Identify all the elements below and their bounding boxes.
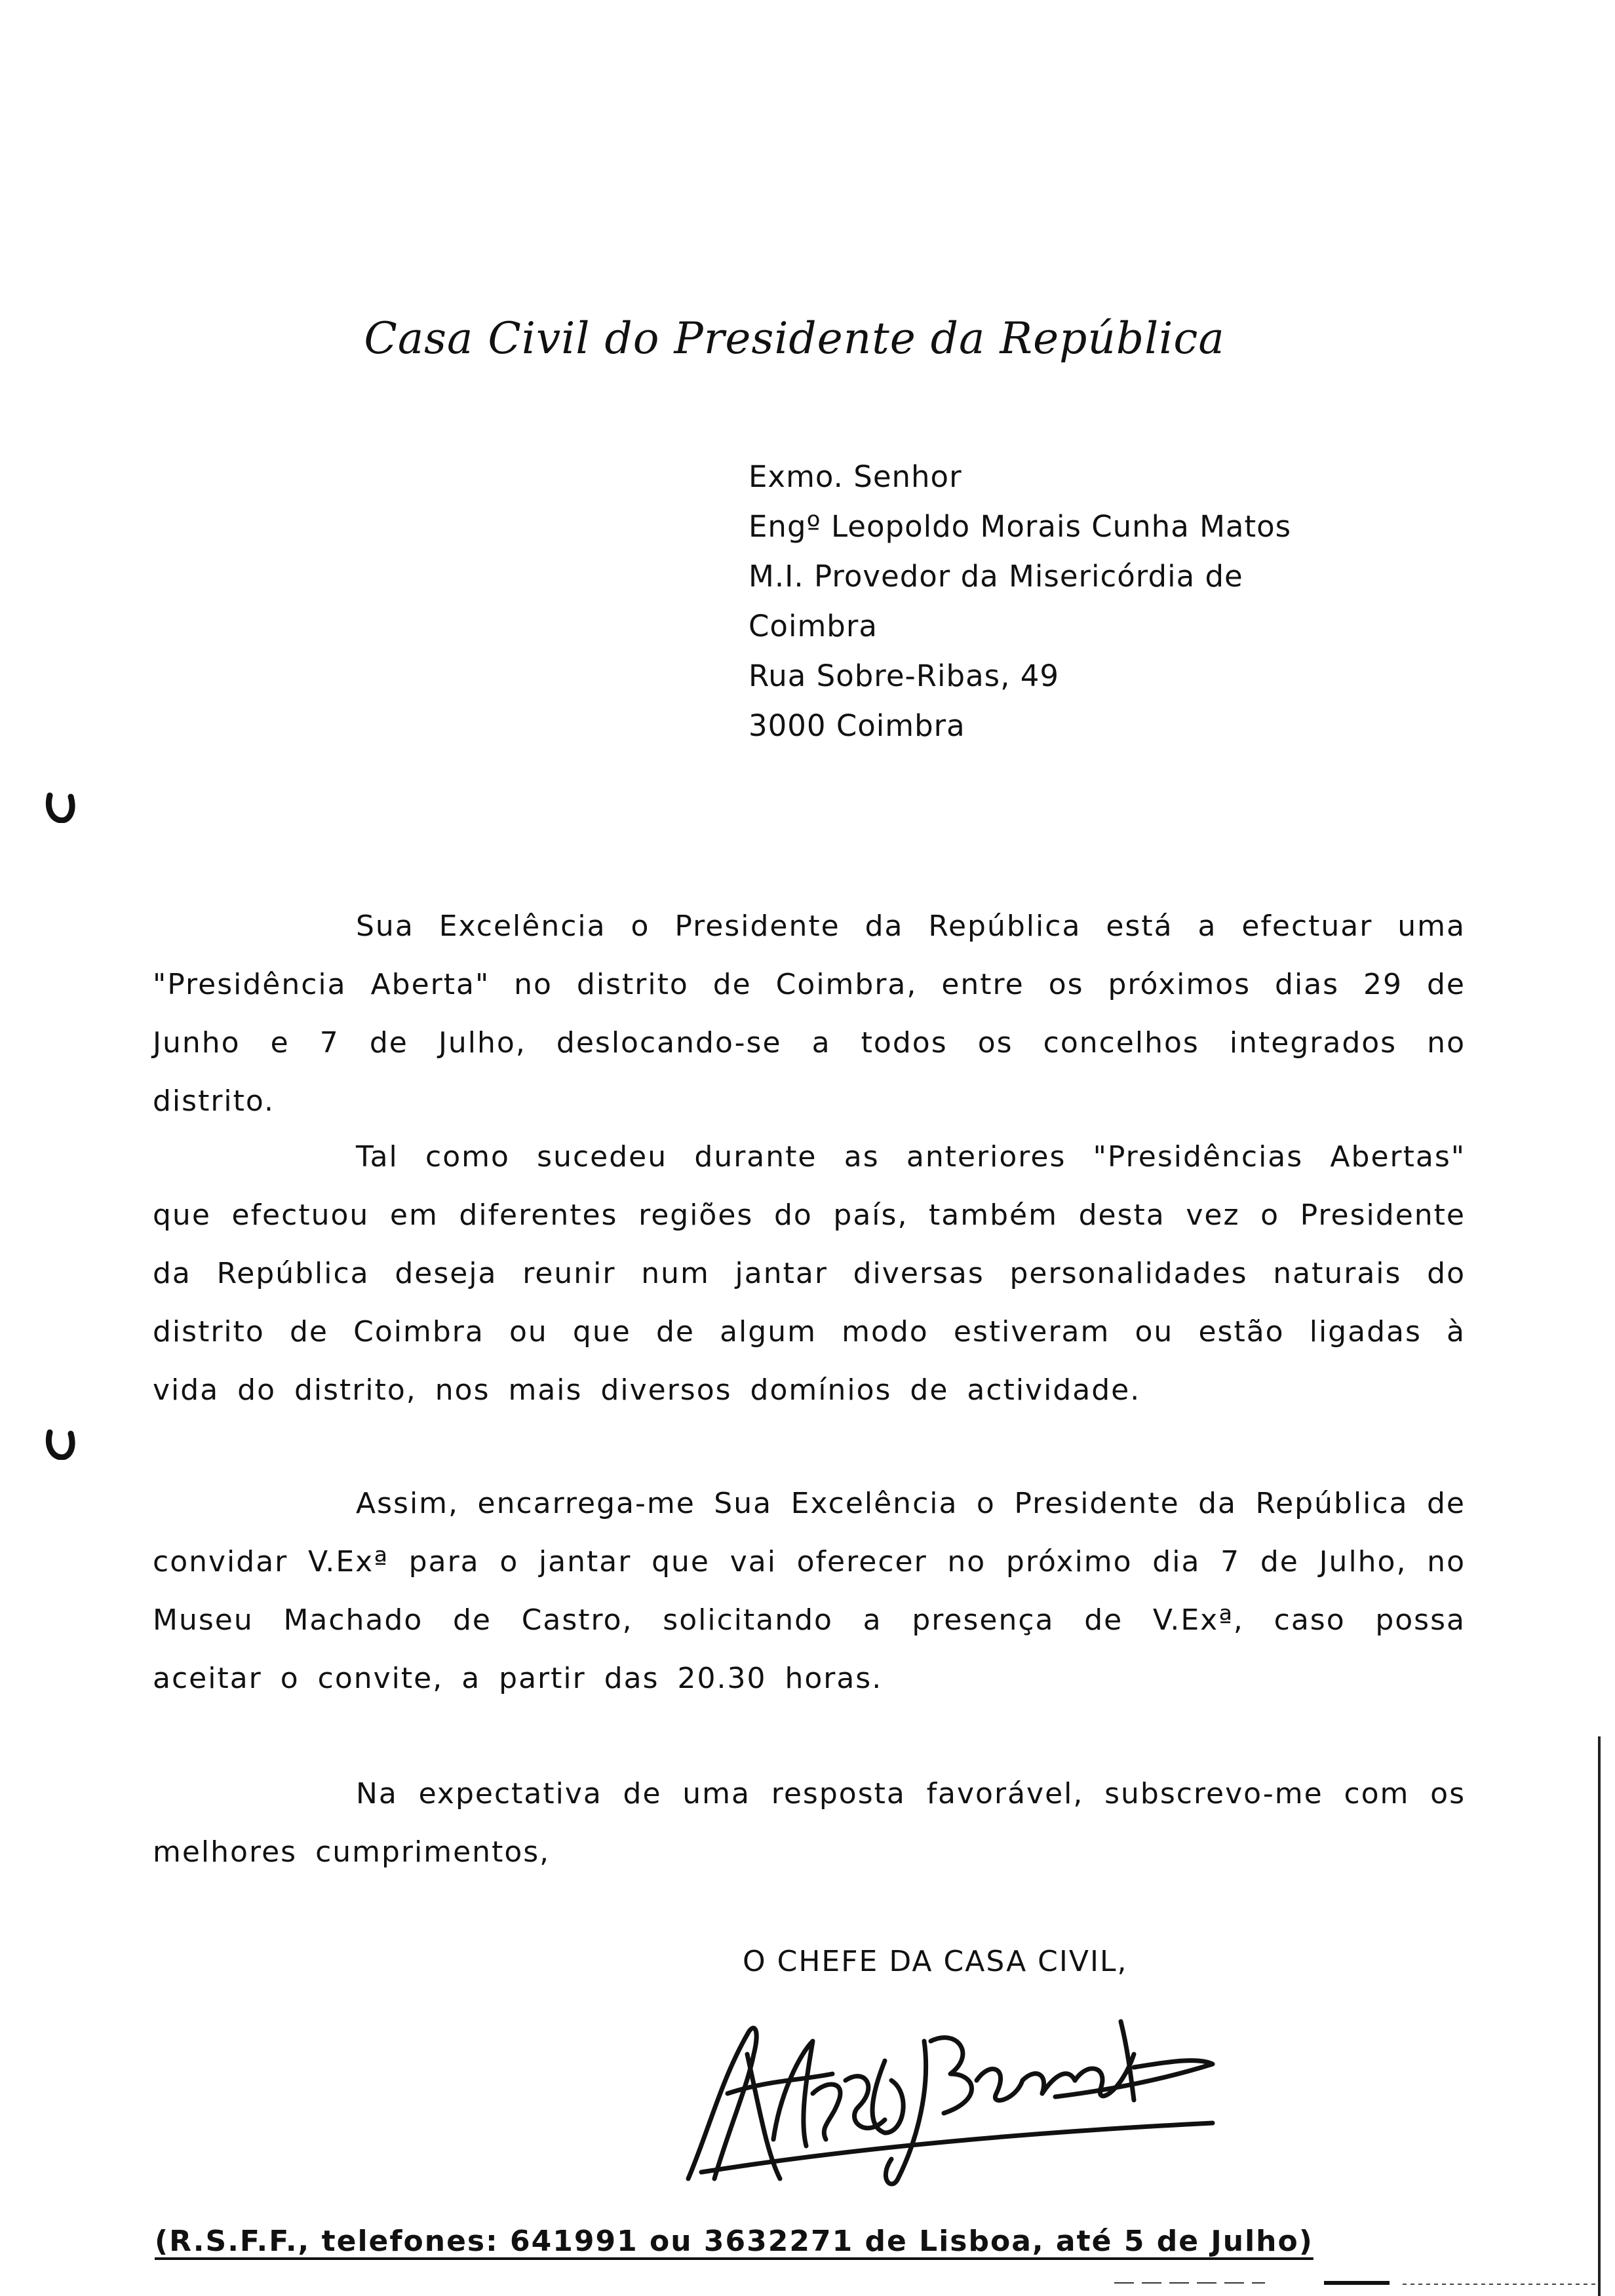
- closing-title: O CHEFE DA CASA CIVIL,: [743, 1945, 1128, 1978]
- address-line: M.I. Provedor da Misericórdia de: [749, 559, 1243, 594]
- address-line: Exmo. Senhor: [749, 459, 962, 494]
- paragraph-text: Na expectativa de uma resposta favorável, subscrevo-me com os melhores cumprimentos,: [153, 1777, 1466, 1869]
- handwritten-signature: [649, 1982, 1226, 2198]
- body-paragraph-2: [153, 1128, 1466, 1419]
- body-paragraph-1: [153, 897, 1466, 1130]
- recipient-address: [749, 452, 1291, 751]
- paragraph-text: Assim, encarrega-me Sua Excelência o Presidente da República de convidar V.Exª para o jantar que vai oferecer no próximo dia 7 de Julho, no Museu Machado de Castro, solicitando a presença de V.Exª, caso possa aceitar o convite, a partir das 20.30 horas.: [153, 1487, 1466, 1695]
- address-line: 3000 Coimbra: [749, 708, 965, 743]
- address-line: Coimbra: [749, 609, 878, 643]
- paragraph-text: Tal como sucedeu durante as anteriores "Presidências Abertas" que efectuou em diferentes regiões do país, também desta vez o Presidente da República deseja reunir num jantar diversas personalidades naturais do distrito de Coimbra ou que de algum modo estiveram ou estão ligadas à vida do distrito, nos mais diversos domínios de actividade.: [153, 1140, 1466, 1407]
- letterhead-title: Casa Civil do Presidente da República: [364, 313, 1225, 364]
- scan-edge-marks: [1114, 2276, 1599, 2289]
- punch-hole-mark: [45, 792, 76, 823]
- page-edge-line: [1597, 1736, 1602, 2296]
- address-line: Engº Leopoldo Morais Cunha Matos: [749, 509, 1292, 544]
- footer-note: (R.S.F.F., telefones: 641991 ou 3632271 de Lisboa, até 5 de Julho): [155, 2225, 1313, 2258]
- body-paragraph-4: [153, 1765, 1466, 1881]
- address-line: Rua Sobre-Ribas, 49: [749, 659, 1059, 693]
- punch-hole-mark: [45, 1428, 76, 1460]
- body-paragraph-3: [153, 1474, 1466, 1708]
- paragraph-text: Sua Excelência o Presidente da República está a efectuar uma "Presidência Aberta" no distrito de Coimbra, entre os próximos dias 29 de Junho e 7 de Julho, deslocando-se a todos os concelhos integrados no distrito.: [153, 909, 1466, 1118]
